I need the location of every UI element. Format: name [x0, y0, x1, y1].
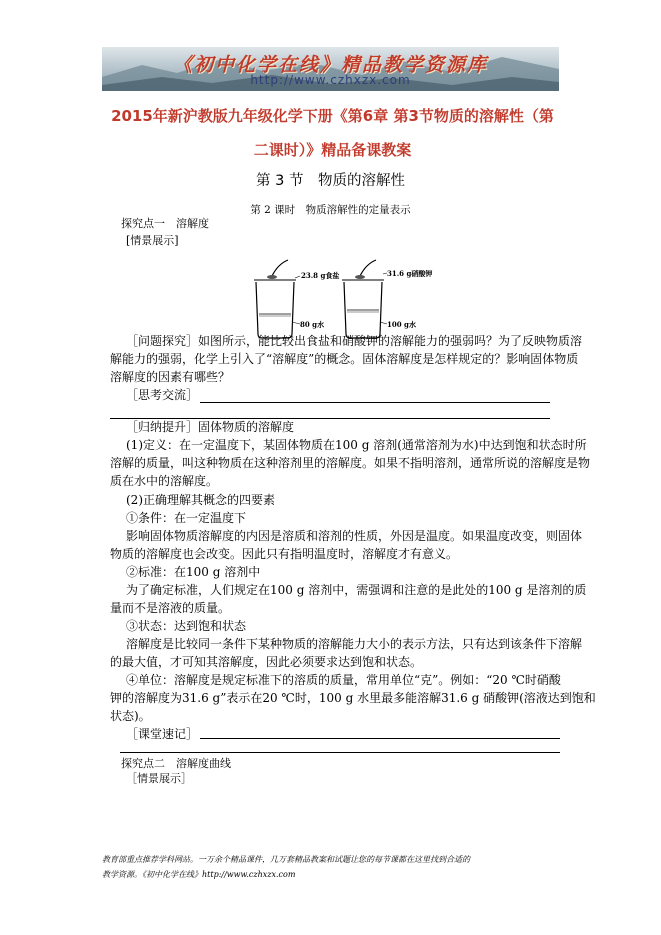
body-line-15: 钾的溶解度为31.6 g”表示在20 ℃时，100 g 水里最多能溶解31.6 g 硝酸钾(溶液达到饱和: [110, 691, 596, 705]
body-line-1: (1)定义：在一定温度下，某固体物质在100 g 溶剂(通常溶剂为水)中达到饱和状态时所: [126, 438, 587, 452]
beaker-1-water-label: 80 g水: [300, 320, 325, 329]
body-line-7: 物质的溶解度也会改变。因此只有指明温度时，溶解度才有意义。: [110, 547, 459, 561]
beaker-2-water-label: 100 g水: [387, 320, 416, 329]
body-line-6: 影响固体物质溶解度的内因是溶质和溶剂的性质，外因是温度。如果温度改变，则固体: [126, 529, 583, 543]
body-line-3: 质在水中的溶解度。: [110, 474, 219, 488]
think-answer-line-1[interactable]: [200, 402, 550, 403]
question-line-2: 解能力的强弱，化学上引入了“溶解度”的概念。固体溶解度是怎样规定的？影响固体物质: [110, 352, 579, 366]
summary-label: ［归纳提升］固体物质的溶解度: [126, 420, 295, 434]
part2-scene-label: ［情景展示］: [126, 772, 192, 785]
body-line-12: 溶解度是比较同一条件下某种物质的溶解能力大小的表示方法，只有达到该条件下溶解: [126, 637, 583, 651]
beaker-2-kno3-label: 31.6 g硝酸钾: [387, 269, 433, 278]
lesson-title: 第 2 课时 物质溶解性的定量表示: [250, 204, 411, 216]
beaker-1: [254, 260, 296, 338]
section-title: 第 3 节 物质的溶解性: [256, 173, 405, 189]
banner-title: 《初中化学在线》精品教学资源库: [172, 54, 488, 76]
think-label: ［思考交流］: [126, 388, 199, 402]
beaker-diagram: [248, 258, 448, 340]
document-title-line1: 2015年新沪教版九年级化学下册《第6章 第3节物质的溶解性（第: [111, 107, 554, 125]
notes-line-2[interactable]: [120, 752, 560, 753]
header-banner: [102, 47, 559, 91]
body-line-16: 状态)。: [110, 709, 151, 723]
body-line-9: 为了确定标准，人们规定在100 g 溶剂中，需强调和注意的是此处的100 g 是溶剂的质: [126, 583, 587, 597]
notes-label: ［课堂速记］: [126, 727, 199, 741]
body-line-14: ④单位：溶解度是规定标准下的溶质的质量，常用单位“克”。例如：“20 ℃时硝酸: [126, 673, 561, 687]
body-line-11: ③状态：达到饱和状态: [126, 619, 247, 633]
document-title-line2: 二课时）》精品备课教案: [253, 141, 412, 159]
body-line-4: (2)正确理解其概念的四要素: [126, 493, 275, 507]
footer-line-1: 教育部重点推荐学科网站。一万余个精品课件，几万套精品教案和试题让您的每节课都在这里找到合适的: [102, 855, 470, 864]
part2-label: 探究点二 溶解度曲线: [121, 757, 231, 770]
body-line-13: 的最大值，才可知其溶解度，因此必须要求达到饱和状态。: [110, 655, 423, 669]
page-footer: [102, 852, 572, 882]
part1-scene-label: [情景展示]: [126, 234, 179, 247]
question-line-1: ［问题探究］如图所示，能比较出食盐和硝酸钾的溶解能力的强弱吗？为了反映物质溶: [126, 334, 583, 348]
question-line-3: 溶解度的因素有哪些？: [110, 370, 231, 384]
footer-line-2: 教学资源。《初中化学在线》http://www.czhxzx.com: [102, 870, 296, 879]
banner-url[interactable]: http://www.czhxzx.com: [250, 73, 411, 87]
beaker-figure: [248, 258, 448, 340]
part1-label: 探究点一 溶解度: [121, 217, 209, 230]
notes-line-1[interactable]: [200, 738, 560, 739]
body-line-2: 溶解的质量，叫这种物质在这种溶剂里的溶解度。如果不指明溶剂，通常所说的溶解度是物: [110, 456, 591, 470]
body-line-8: ②标准：在100 g 溶剂中: [126, 565, 261, 579]
beaker-1-salt-label: 23.8 g食盐: [301, 271, 340, 280]
body-line-10: 量而不是溶液的质量。: [110, 601, 231, 615]
body-line-5: ①条件：在一定温度下: [126, 511, 247, 525]
beaker-2: [342, 260, 384, 338]
